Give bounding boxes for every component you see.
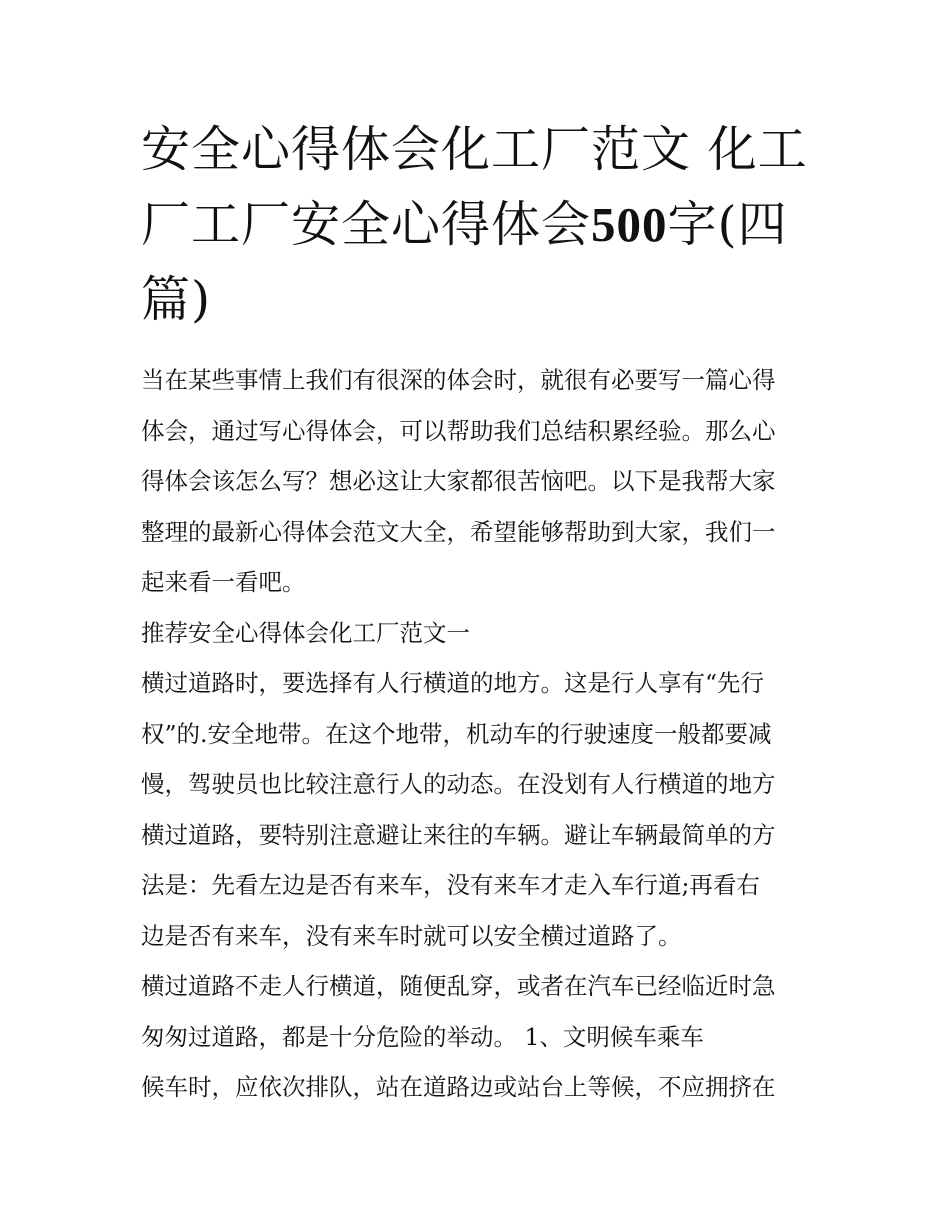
text-line: 横过道路时，要选择有人行横道的地方。这是行人享有“先行 [141, 669, 765, 697]
text-line: 法是：先看左边是否有来车，没有来车才走入车行道;再看右 [141, 871, 760, 899]
text-line: 横过道路不走人行横道，随便乱穿，或者在汽车已经临近时急 [141, 972, 776, 1000]
title-text-part2: 字(四篇) [141, 196, 788, 328]
intro-paragraph [141, 355, 813, 608]
text-line: 慢，驾驶员也比较注意行人的动态。在没划有人行横道的地方 [141, 770, 776, 798]
body-paragraph-1 [141, 658, 813, 961]
title-number: 500 [591, 197, 668, 252]
text-line: 匆匆过道路，都是十分危险的举动。 1、文明候车乘车 [141, 1022, 704, 1051]
body-paragraph-2 [141, 961, 813, 1062]
text-line: 边是否有来车，没有来车时就可以安全横过道路了。 [141, 921, 682, 950]
document-page [141, 112, 813, 1113]
document-title [141, 112, 813, 337]
text-line: 权”的.安全地带。在这个地带，机动车的行驶速度一般都要减 [141, 719, 772, 748]
text-line: 起来看一看吧。 [141, 568, 306, 596]
text-line: 整理的最新心得体会范文大全，希望能够帮助到大家，我们一 [141, 517, 776, 546]
title-text-part1: 安全心得体会化工厂范文 化工厂工厂安全心得体会 [141, 121, 808, 253]
text-line: 得体会该怎么写？想必这让大家都很苦恼吧。以下是我帮大家 [141, 467, 776, 495]
section-heading-text: 推荐安全心得体会化工厂范文一 [141, 618, 470, 647]
text-line: 横过道路，要特别注意避让来往的车辆。避让车辆最简单的方 [141, 820, 776, 849]
body-paragraph-3 [141, 1062, 813, 1113]
text-line: 体会，通过写心得体会，可以帮助我们总结积累经验。那么心 [141, 416, 776, 445]
text-line: 当在某些事情上我们有很深的体会时，就很有必要写一篇心得 [141, 366, 776, 394]
section-heading [141, 608, 813, 659]
document-body [141, 355, 813, 1113]
text-line: 候车时，应依次排队，站在道路边或站台上等候，不应拥挤在 [141, 1073, 776, 1101]
